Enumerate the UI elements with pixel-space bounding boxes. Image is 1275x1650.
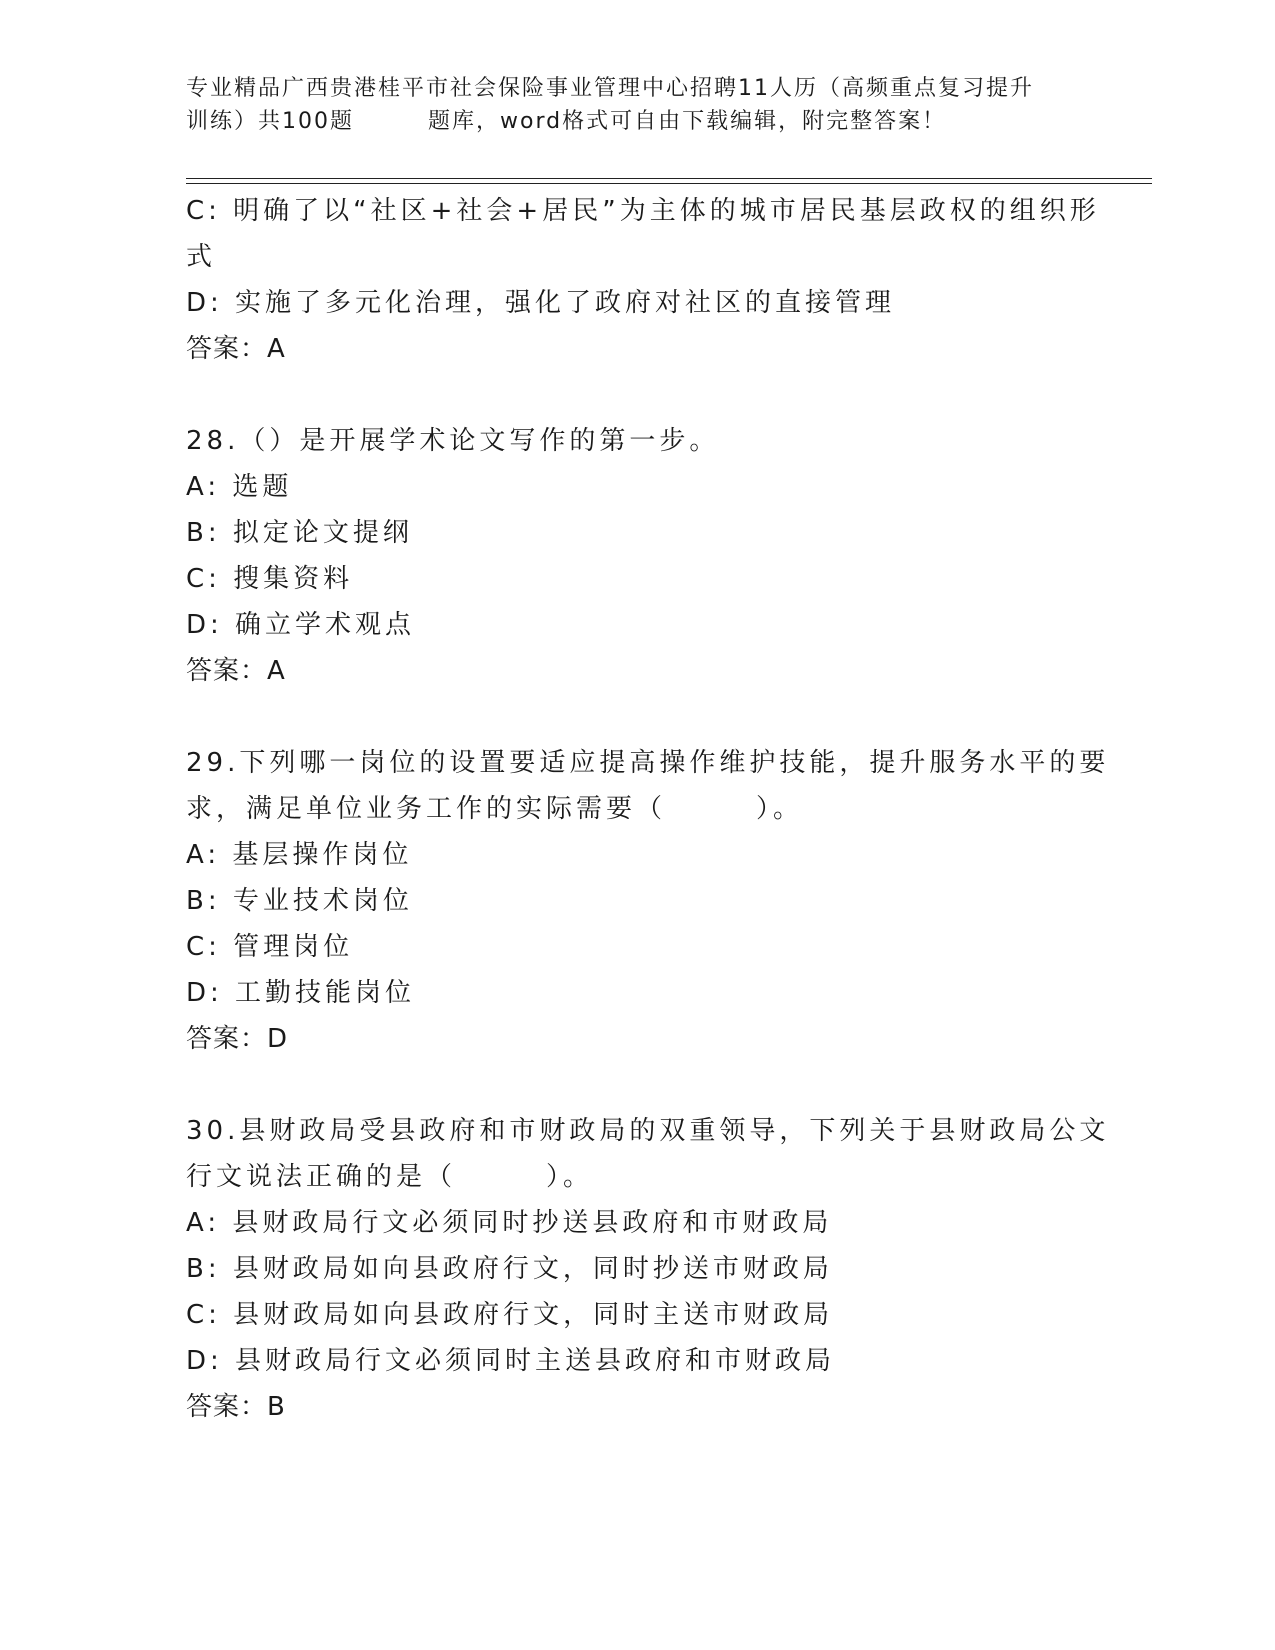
question-29 (186, 740, 1110, 1062)
option-c: C: 县财政局如向县政府行文，同时主送市财政局 (186, 1300, 834, 1330)
option-b: B: 专业技术岗位 (186, 886, 413, 916)
header-divider-bottom (186, 183, 1152, 184)
option-a: A: 基层操作岗位 (186, 840, 413, 870)
option-c: C: 管理岗位 (186, 932, 354, 962)
answer: 答案：A (186, 656, 286, 686)
option-d: D: 实施了多元化治理，强化了政府对社区的直接管理 (186, 288, 896, 318)
question-stem-continuation: 行文说法正确的是（ ）。 (186, 1162, 594, 1192)
answer: 答案：A (186, 334, 286, 364)
option-d: D: 确立学术观点 (186, 610, 416, 640)
option-c: C: 明确了以“社区+社会+居民”为主体的城市居民基层政权的组织形 (186, 196, 1100, 226)
option-c: C: 搜集资料 (186, 564, 354, 594)
question-stem: 30.县财政局受县政府和市财政局的双重领导，下列关于县财政局公文 (186, 1116, 1110, 1146)
answer: 答案：D (186, 1024, 289, 1054)
option-d: D: 工勤技能岗位 (186, 978, 416, 1008)
header-title-line2-left: 训练）共100题 (186, 109, 354, 134)
option-c-continuation: 式 (186, 242, 217, 272)
option-a: A: 选题 (186, 472, 293, 502)
question-stem: 28.（）是开展学术论文写作的第一步。 (186, 426, 720, 456)
question-28 (186, 418, 1086, 694)
option-b: B: 拟定论文提纲 (186, 518, 413, 548)
header-divider-top (186, 178, 1152, 179)
question-stem-continuation: 求，满足单位业务工作的实际需要（ ）。 (186, 794, 804, 824)
question-30 (186, 1108, 1110, 1430)
option-d: D: 县财政局行文必须同时主送县政府和市财政局 (186, 1346, 836, 1376)
header-title-line1: 专业精品广西贵港桂平市社会保险事业管理中心招聘11人历（高频重点复习提升 (186, 76, 1034, 101)
question-content (186, 188, 1110, 1430)
option-a: A: 县财政局行文必须同时抄送县政府和市财政局 (186, 1208, 833, 1238)
question-stem: 29.下列哪一岗位的设置要适应提高操作维护技能，提升服务水平的要 (186, 748, 1110, 778)
page-header (186, 72, 1086, 138)
answer: 答案：B (186, 1392, 286, 1422)
option-b: B: 县财政局如向县政府行文，同时抄送市财政局 (186, 1254, 833, 1284)
header-title-line2-right: 题库，word格式可自由下载编辑，附完整答案！ (428, 109, 947, 134)
header-title-line2 (186, 105, 1086, 138)
previous-question-fragment (186, 188, 1100, 372)
